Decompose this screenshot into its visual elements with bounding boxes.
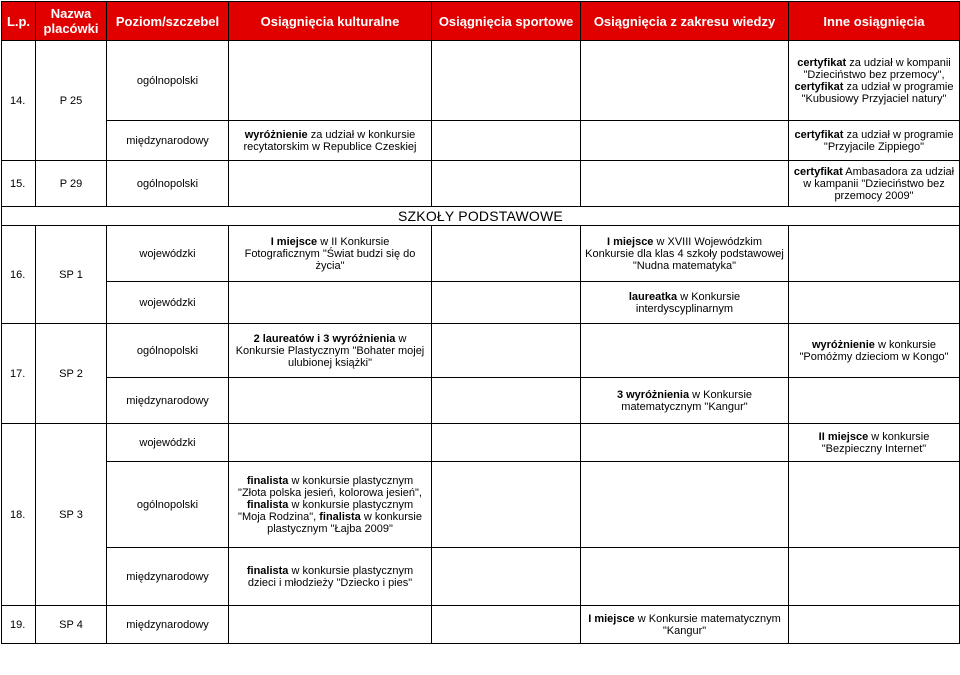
kulturalne-cell [229,424,432,462]
poziom-cell: wojewódzki [107,282,229,324]
kulturalne-cell [229,226,432,282]
poziom-cell: międzynarodowy [107,121,229,161]
table-row [2,462,960,548]
poziom-cell: wojewódzki [107,424,229,462]
section-title: SZKOŁY PODSTAWOWE [2,207,960,226]
lp-cell: 16. [2,226,36,324]
achievement-keyword: wyróżnienie [244,128,308,141]
sportowe-cell [432,548,581,606]
table-row [2,424,960,462]
achievement-text: w Konkursie interdyscyplinarnym [635,290,741,315]
achievement-text: za udział w konkursie recytatorskim w Republice Czeskiej [243,128,417,153]
wiedzy-cell [581,121,789,161]
achievement-text: w konkursie plastycznym "Łajba 2009" [267,510,422,535]
achievement-text: w konkursie plastycznym "Moja Rodzina", [238,498,414,523]
header-lp: L.p. [2,2,36,41]
achievement-keyword: I miejsce [588,612,635,625]
placowka-cell: SP 2 [36,324,107,424]
kulturalne-cell [229,462,432,548]
poziom-cell: międzynarodowy [107,378,229,424]
inne-cell [789,378,960,424]
header-inne: Inne osiągnięcia [789,2,960,41]
sportowe-cell [432,121,581,161]
achievement-text: za udział w programie "Kubusiowy Przyjaciel natury" [801,80,954,105]
header-wiedzy: Osiągnięcia z zakresu wiedzy [581,2,789,41]
poziom-cell: międzynarodowy [107,548,229,606]
sportowe-cell [432,462,581,548]
wiedzy-cell [581,324,789,378]
achievement-keyword: I miejsce [270,235,318,248]
lp-cell: 14. [2,41,36,161]
kulturalne-cell [229,548,432,606]
table-row [2,282,960,324]
sportowe-cell [432,378,581,424]
table-row [2,121,960,161]
kulturalne-cell [229,606,432,644]
placowka-cell: P 29 [36,161,107,207]
sportowe-cell [432,424,581,462]
wiedzy-cell [581,161,789,207]
poziom-cell: wojewódzki [107,226,229,282]
placowka-cell: P 25 [36,41,107,161]
achievement-keyword: finalista [246,498,289,511]
kulturalne-cell [229,324,432,378]
inne-cell [789,282,960,324]
sportowe-cell [432,41,581,121]
sportowe-cell [432,606,581,644]
inne-cell [789,424,960,462]
wiedzy-cell [581,462,789,548]
wiedzy-cell [581,548,789,606]
header-placowka: Nazwa placówki [36,2,107,41]
inne-cell [789,41,960,121]
sportowe-cell [432,324,581,378]
inne-cell [789,462,960,548]
table-row [2,41,960,121]
table-row [2,606,960,644]
achievement-text: w Konkursie Plastycznym "Bohater mojej ulubionej książki" [235,332,425,369]
achievement-keyword: certyfikat [794,128,844,141]
achievement-text: za udział w kompanii "Dzieciństwo bez przemocy", [803,56,951,81]
achievement-keyword: certyfikat [794,80,844,93]
wiedzy-cell [581,378,789,424]
wiedzy-cell [581,282,789,324]
kulturalne-cell [229,41,432,121]
lp-cell: 17. [2,324,36,424]
wiedzy-cell [581,226,789,282]
sportowe-cell [432,161,581,207]
lp-cell: 18. [2,424,36,606]
achievement-keyword: 2 laureatów i 3 wyróżnienia [253,332,396,345]
wiedzy-cell [581,424,789,462]
achievement-text: w konkursie plastycznym dzieci i młodzieży "Dziecko i pies" [247,564,414,589]
inne-cell [789,121,960,161]
table-row [2,161,960,207]
inne-cell [789,161,960,207]
achievement-text: Ambasadora za udział w kampanii "Dzieciństwo bez przemocy 2009" [803,165,955,202]
sportowe-cell [432,226,581,282]
achievement-text: za udział w programie "Przyjacile Zippiego" [823,128,954,153]
header-poziom: Poziom/szczebel [107,2,229,41]
header-kulturalne: Osiągnięcia kulturalne [229,2,432,41]
kulturalne-cell [229,378,432,424]
achievement-text: w konkursie "Bezpieczny Internet" [821,430,930,455]
achievement-text: w XVIII Wojewódzkim Konkursie dla klas 4 szkoły podstawowej "Nudna matematyka" [585,235,784,272]
achievement-text: w konkursie plastycznym "Złota polska jesień, kolorowa jesień", [238,474,422,499]
poziom-cell: międzynarodowy [107,606,229,644]
poziom-cell: ogólnopolski [107,324,229,378]
achievement-keyword: finalista [246,564,289,577]
achievement-keyword: finalista [246,474,289,487]
achievement-text: w Konkursie matematycznym "Kangur" [621,388,753,413]
table-row [2,548,960,606]
achievement-text: w II Konkursie Fotograficznym "Świat budzi się do życia" [244,235,416,272]
inne-cell [789,226,960,282]
lp-cell: 15. [2,161,36,207]
achievement-text: w Konkursie matematycznym "Kangur" [634,612,781,637]
lp-cell: 19. [2,606,36,644]
placowka-cell: SP 1 [36,226,107,324]
placowka-cell: SP 4 [36,606,107,644]
achievement-keyword: wyróżnienie [811,338,875,351]
poziom-cell: ogólnopolski [107,161,229,207]
achievement-keyword: 3 wyróżnienia [616,388,690,401]
table-row [2,226,960,282]
achievement-keyword: I miejsce [606,235,654,248]
section-row [2,207,960,226]
sportowe-cell [432,282,581,324]
placowka-cell: SP 3 [36,424,107,606]
table-row [2,378,960,424]
wiedzy-cell [581,606,789,644]
inne-cell [789,324,960,378]
kulturalne-cell [229,161,432,207]
achievement-keyword: certyfikat [797,56,847,69]
inne-cell [789,548,960,606]
header-row [2,2,960,41]
kulturalne-cell [229,121,432,161]
achievement-keyword: certyfikat [793,165,843,178]
inne-cell [789,606,960,644]
poziom-cell: ogólnopolski [107,462,229,548]
wiedzy-cell [581,41,789,121]
header-sportowe: Osiągnięcia sportowe [432,2,581,41]
achievement-keyword: finalista [319,510,361,523]
achievement-keyword: laureatka [628,290,678,303]
table-row [2,324,960,378]
achievements-table [1,1,960,644]
achievement-text: w konkursie "Pomóżmy dzieciom w Kongo" [799,338,949,363]
kulturalne-cell [229,282,432,324]
achievement-keyword: II miejsce [818,430,869,443]
poziom-cell: ogólnopolski [107,41,229,121]
